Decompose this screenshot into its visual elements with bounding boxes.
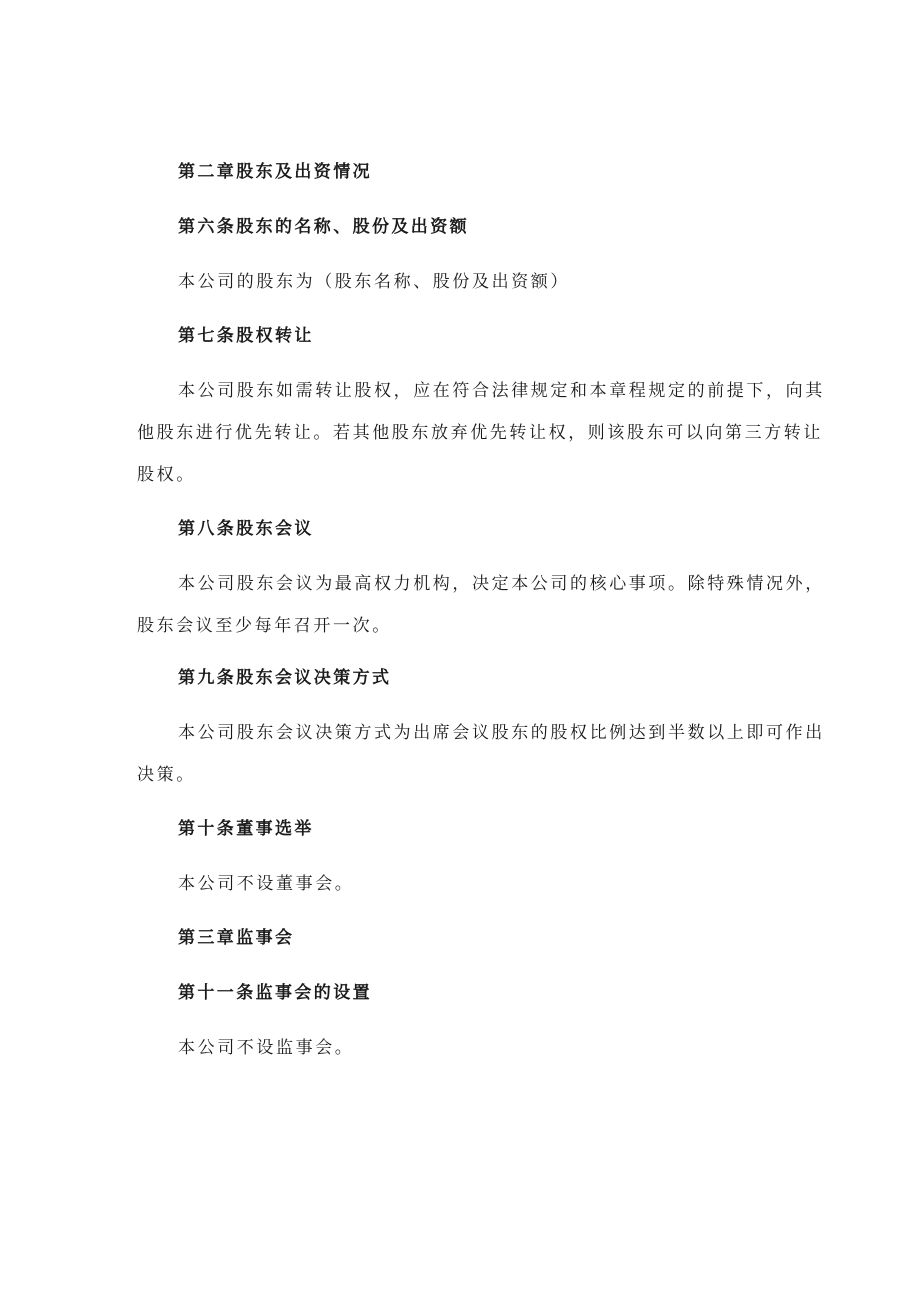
- article-7-body-line-1: 本公司股东如需转让股权，应在符合法律规定和本章程规定的前提下，向其: [178, 381, 825, 401]
- article-11-body: 本公司不设监事会。: [178, 1038, 355, 1058]
- article-10-body: 本公司不设董事会。: [178, 874, 355, 894]
- article-9-body-line-2: 决策。: [137, 765, 196, 785]
- article-10-heading: 第十条董事选举: [178, 819, 314, 839]
- article-6-body: 本公司的股东为（股东名称、股份及出资额）: [178, 272, 570, 292]
- article-8-body-line-1: 本公司股东会议为最高权力机构，决定本公司的核心事项。除特殊情况外，: [178, 574, 825, 594]
- article-11-heading: 第十一条监事会的设置: [178, 983, 372, 1003]
- article-6-heading: 第六条股东的名称、股份及出资额: [178, 217, 469, 237]
- article-7-body-line-2: 他股东进行优先转让。若其他股东放弃优先转让权，则该股东可以向第三方转让: [137, 423, 823, 443]
- chapter-2-heading: 第二章股东及出资情况: [178, 162, 372, 182]
- article-7-body-line-3: 股权。: [137, 465, 196, 485]
- article-9-body-line-1: 本公司股东会议决策方式为出席会议股东的股权比例达到半数以上即可作出: [178, 723, 825, 743]
- chapter-3-heading: 第三章监事会: [178, 928, 295, 948]
- article-8-body-line-2: 股东会议至少每年召开一次。: [137, 616, 392, 636]
- article-8-heading: 第八条股东会议: [178, 519, 314, 539]
- article-7-heading: 第七条股权转让: [178, 326, 314, 346]
- article-9-heading: 第九条股东会议决策方式: [178, 668, 392, 688]
